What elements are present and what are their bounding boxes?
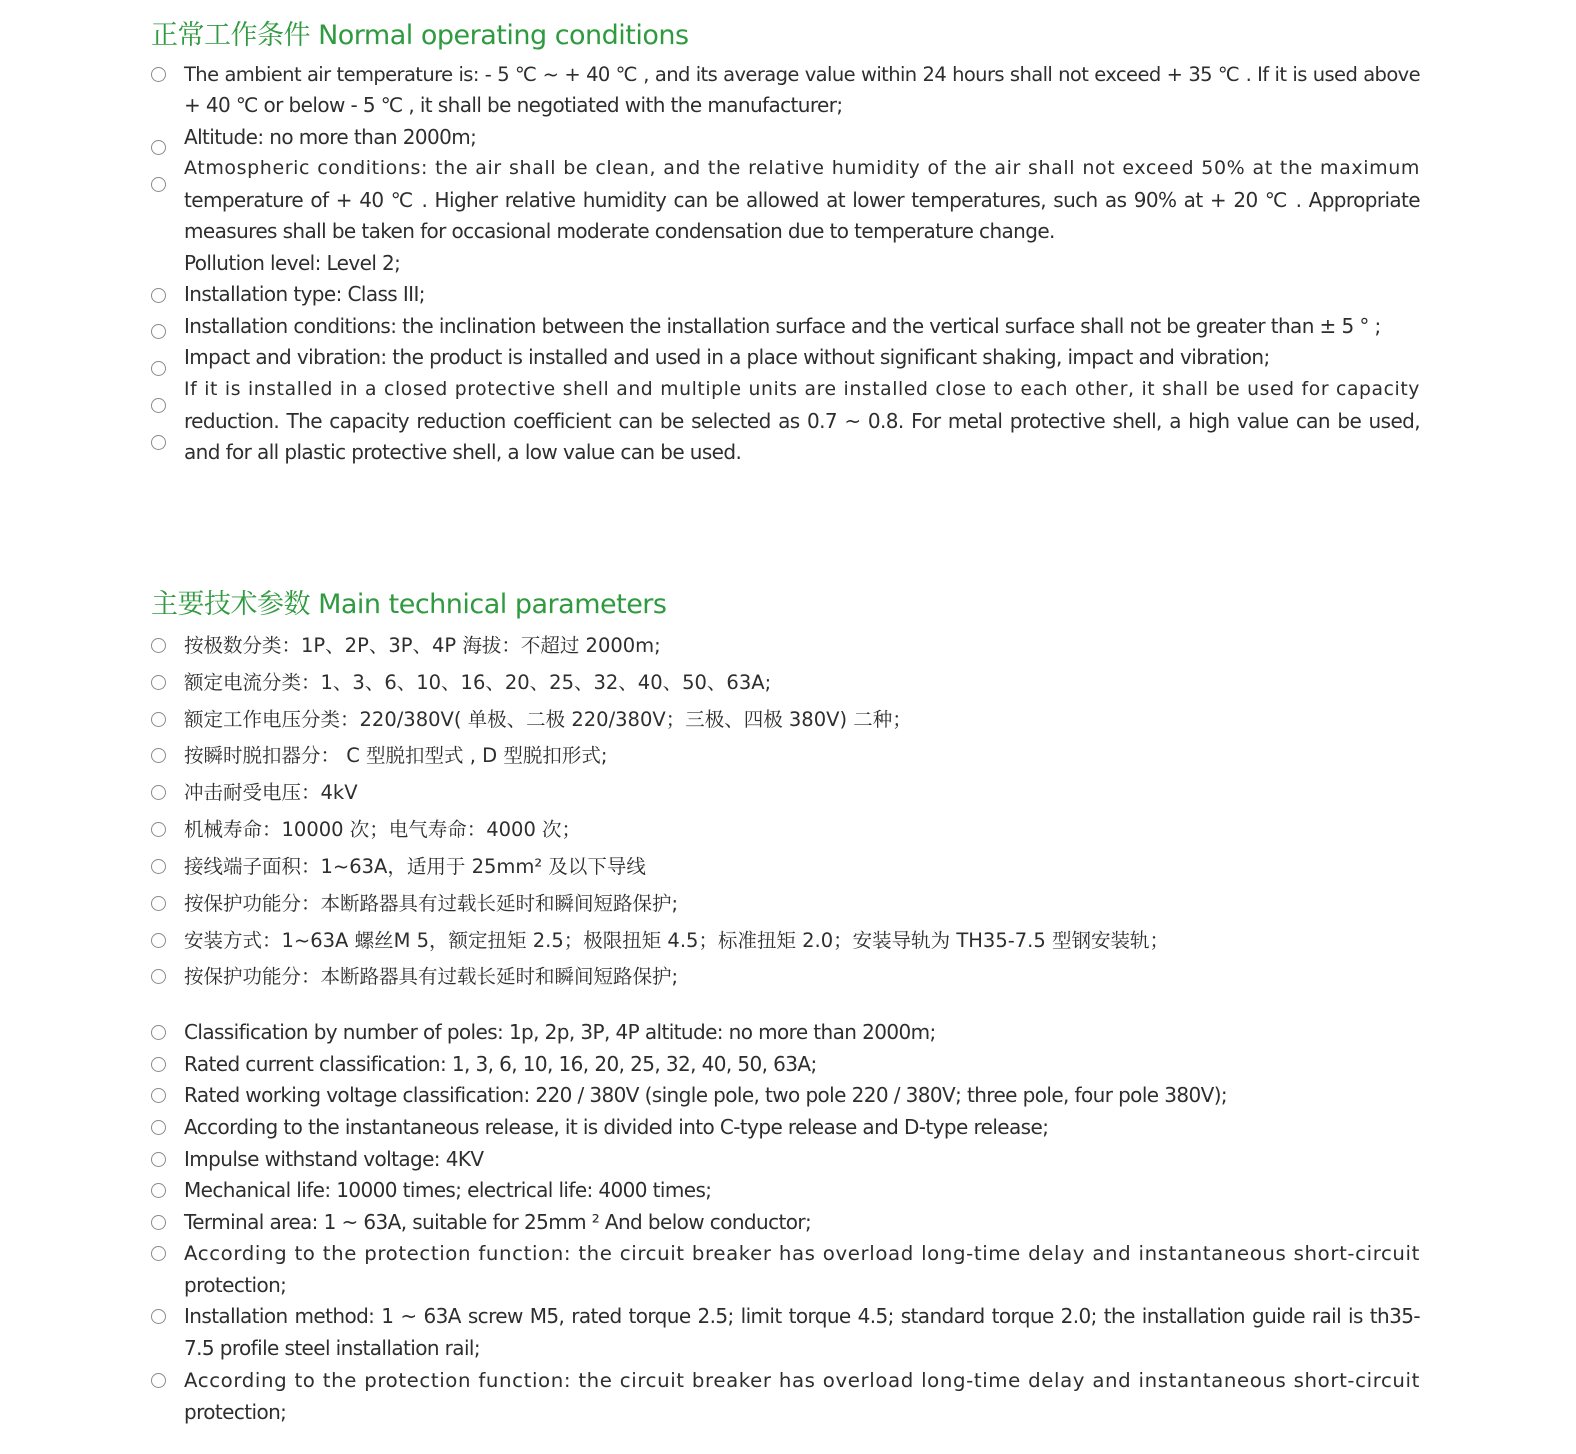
bullet-circle-icon: [151, 933, 166, 948]
bullet-circle-icon: [151, 896, 166, 911]
parameter-en-item: [184, 1301, 1420, 1364]
parameter-zh-item: 按保护功能分：本断路器具有过载长延时和瞬间短路保护;: [184, 892, 679, 915]
bullet-circle-icon: [151, 859, 166, 874]
parameter-en-item: Impulse withstand voltage: 4KV: [184, 1147, 484, 1171]
bullet-circle-icon: [151, 1088, 166, 1103]
parameter-en-item: Rated working voltage classification: 220 / 380V (single pole, two pole 220 / 380V; three pole, four pole 380V);: [184, 1083, 1228, 1107]
condition-text-line: If it is installed in a closed protective shell and multiple units are installed close to each other, it shall be used for capacity: [184, 379, 1420, 400]
parameter-zh-item: 额定电流分类：1、3、6、10、16、20、25、32、40、50、63A;: [184, 671, 772, 694]
bullet-circle-icon: [151, 1057, 166, 1072]
bullet-circle-icon: [151, 822, 166, 837]
bullet-circle-icon: [151, 1183, 166, 1198]
parameter-en-item-line: According to the protection function: the circuit breaker has overload long-time delay and instantaneous short-circuit: [184, 1242, 1420, 1265]
parameter-en-item-line: protection;: [184, 1399, 287, 1424]
parameter-en-item: Classification by number of poles: 1p, 2p, 3P, 4P altitude: no more than 2000m;: [184, 1020, 936, 1044]
parameter-zh-item: 接线端子面积：1~63A，适用于 25mm² 及以下导线: [184, 855, 646, 878]
condition-text-line: Altitude: no more than 2000m;: [184, 125, 477, 149]
bullet-circle-icon: [151, 785, 166, 800]
bullet-circle-icon: [151, 1025, 166, 1040]
parameter-zh-item: 按极数分类：1P、2P、3P、4P 海拔：不超过 2000m;: [184, 634, 661, 657]
condition-text-line: The ambient air temperature is: - 5 ℃ ~ + 40 ℃ , and its average value within 24 hours shall not exceed + 35 ℃ . If it is used above: [184, 63, 1420, 86]
parameter-zh-item: 冲击耐受电压：4kV: [184, 781, 358, 804]
parameter-en-item: Terminal area: 1 ~ 63A, suitable for 25mm ² And below conductor;: [184, 1210, 812, 1234]
parameter-en-item: [184, 1238, 1420, 1301]
bullet-circle-icon: [151, 638, 166, 653]
condition-text-line: Installation conditions: the inclination between the installation surface and the vertical surface shall not be greater than ± 5 ° ;: [184, 314, 1381, 338]
parameter-en-item-line: 7.5 profile steel installation rail;: [184, 1335, 480, 1360]
section-heading-main-technical-parameters: 主要技术参数 Main technical parameters: [151, 589, 667, 620]
condition-text-line: and for all plastic protective shell, a low value can be used.: [184, 440, 742, 464]
bullet-circle-icon: [151, 177, 166, 192]
condition-text-line: Atmospheric conditions: the air shall be clean, and the relative humidity of the air shall not exceed 50% at the maximum: [184, 157, 1420, 179]
section-heading-normal-operating-conditions: 正常工作条件 Normal operating conditions: [151, 20, 689, 51]
parameter-en-item: Rated current classification: 1, 3, 6, 10, 16, 20, 25, 32, 40, 50, 63A;: [184, 1052, 817, 1076]
bullet-circle-icon: [151, 435, 166, 450]
condition-text-line: temperature of + 40 ℃ . Higher relative humidity can be allowed at lower temperatures, such as 90% at + 20 ℃ . Appropriate: [184, 188, 1420, 212]
parameter-zh-item: 按保护功能分：本断路器具有过载长延时和瞬间短路保护;: [184, 965, 679, 988]
bullet-circle-icon: [151, 324, 166, 339]
parameter-en-item-line: protection;: [184, 1272, 287, 1297]
parameter-zh-item: 安装方式：1~63A 螺丝M 5，额定扭矩 2.5；极限扭矩 4.5；标准扭矩 2.0；安装导轨为 TH35-7.5 型钢安装轨；: [184, 929, 1169, 952]
bullet-circle-icon: [151, 675, 166, 690]
bullet-circle-icon: [151, 1152, 166, 1167]
parameter-zh-item: 按瞬时脱扣器分： C 型脱扣型式 , D 型脱扣形式;: [184, 744, 608, 767]
parameter-en-item-line: According to the protection function: the circuit breaker has overload long-time delay and instantaneous short-circuit: [184, 1369, 1420, 1392]
parameter-zh-item: 机械寿命：10000 次；电气寿命：4000 次；: [184, 818, 582, 841]
condition-text-line: Impact and vibration: the product is installed and used in a place without significant shaking, impact and vibration;: [184, 345, 1270, 369]
bullet-circle-icon: [151, 1246, 166, 1261]
bullet-circle-icon: [151, 398, 166, 413]
parameter-en-item: According to the instantaneous release, it is divided into C-type release and D-type release;: [184, 1115, 1049, 1139]
bullet-circle-icon: [151, 1120, 166, 1135]
bullet-circle-icon: [151, 140, 166, 155]
condition-text-line: Pollution level: Level 2;: [184, 251, 401, 275]
parameter-zh-item: 额定工作电压分类：220/380V( 单极、二极 220/380V；三极、四极 380V) 二种；: [184, 708, 912, 731]
bullet-circle-icon: [151, 288, 166, 303]
bullet-circle-icon: [151, 1309, 166, 1324]
bullet-circle-icon: [151, 1373, 166, 1388]
bullet-circle-icon: [151, 67, 166, 82]
parameter-en-item-line: Installation method: 1 ~ 63A screw M5, rated torque 2.5; limit torque 4.5; standard torque 2.0; the installation guide rail is th35-: [184, 1304, 1420, 1328]
condition-text-line: + 40 ℃ or below - 5 ℃ , it shall be negotiated with the manufacturer;: [184, 93, 843, 117]
parameter-en-item: Mechanical life: 10000 times; electrical life: 4000 times;: [184, 1178, 712, 1202]
bullet-circle-icon: [151, 748, 166, 763]
condition-text-line: Installation type: Class III;: [184, 282, 425, 306]
condition-text-line: reduction. The capacity reduction coefficient can be selected as 0.7 ~ 0.8. For metal protective shell, a high value can be used,: [184, 409, 1420, 433]
bullet-circle-icon: [151, 712, 166, 727]
bullet-circle-icon: [151, 361, 166, 376]
parameter-en-item: [184, 1365, 1420, 1428]
condition-text-line: measures shall be taken for occasional moderate condensation due to temperature change.: [184, 219, 1055, 243]
bullet-circle-icon: [151, 1215, 166, 1230]
bullet-circle-icon: [151, 969, 166, 984]
